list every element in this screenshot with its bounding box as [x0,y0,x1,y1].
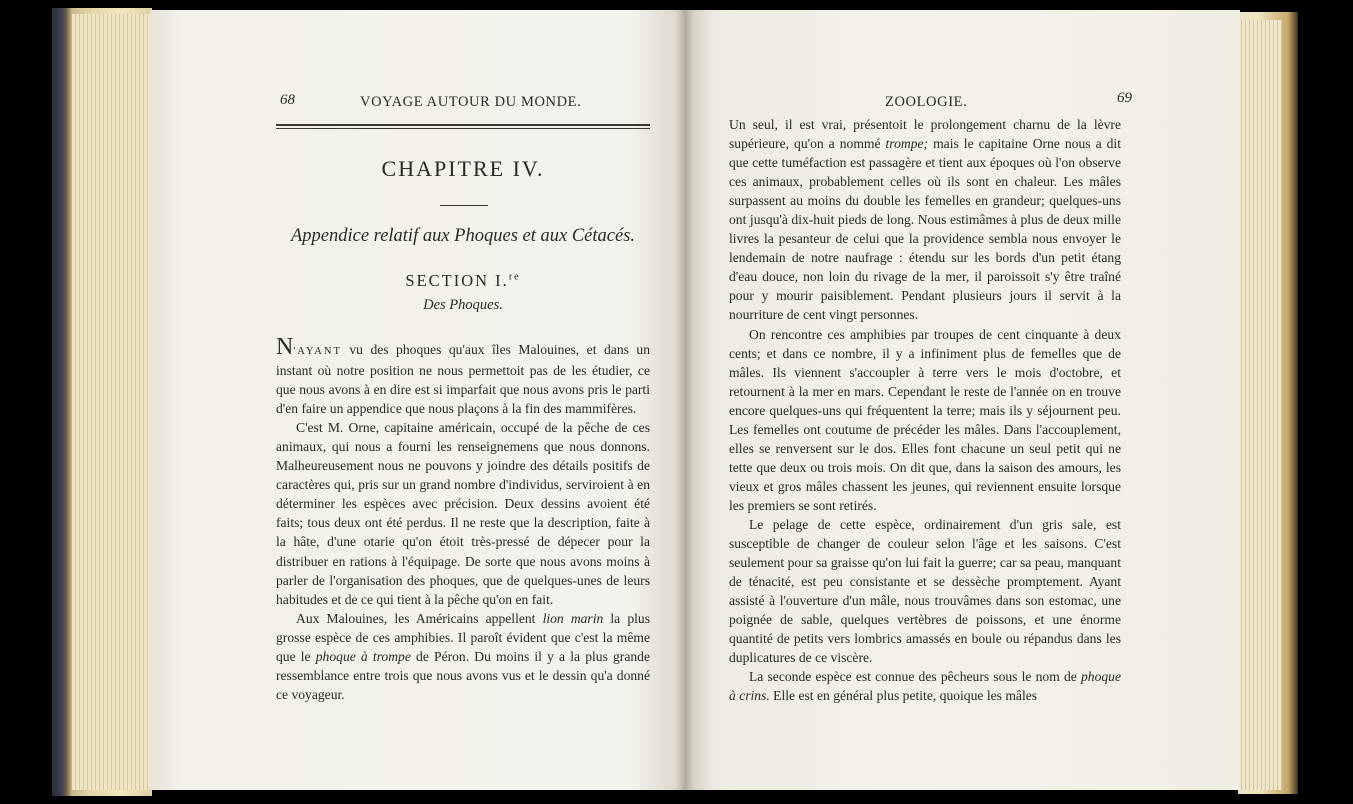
paragraph [729,115,1121,325]
right-page [685,10,1240,790]
page-edges-right [1238,20,1282,790]
paragraph-text: la plus grosse espèce de ces amphibies. Il paroît évident que c'est la même que le [276,610,650,664]
italic-term: lion marin [542,610,604,626]
paragraph-text: Aux Malouines, les Américains appellent [296,610,543,626]
section-label: SECTION I. [405,271,509,290]
paragraph-text: Un seul, il est vrai, présentoit le prolongement charnu de la lèvre supérieure, qu'on a nommé [729,117,1121,152]
chapter-subtitle: Appendice relatif aux Phoques et aux Cétacés. [290,226,636,246]
italic-term: phoque à trompe [315,648,411,664]
drop-cap: N [276,334,294,360]
paragraph-text: La seconde espèce est connue des pêcheurs sous le nom de [749,669,1081,685]
italic-term: trompe; [885,136,929,152]
paragraph-text: de Péron. Du moins il y a la plus grande ressemblance entre trois que nous avons vus et le dessin qu'a donné ce voyageur. [276,648,650,702]
paragraph: On rencontre ces amphibies par troupes de cent cinquante à deux cents; et dans ce nombre, il y a infiniment plus de femelles que de mâles. Ils viennent s'accoupler à terre vers le mois d'octobre, et retournent à la mer en mars. Cependant le reste de l'année on en trouve encore quelques-uns qui fréquentent la terre; mais ils y séjournent peu. Les femelles ont coutume de précéder les mâles. Dans l'accouplement, elles se renversent sur le dos. Elles font chacune un seul petit qui ne tette que deux ou trois mois. On dit que, dans la saison des amours, les vieux et gros mâles chassent les jeunes, qui reviennent ensuite lorsque les premiers se sont retirés. [729,326,1121,513]
book-gutter [676,10,694,790]
chapter-rule [440,205,488,206]
left-body-text [276,334,650,704]
paragraph-text: mais le capitaine Orne nous a dit que cette tuméfaction est passagère et tient aux époques où l'on observe ces animaux, probablement celles où ils sont en chaleur. Les mâles surpassent au moins du double les femelles en grandeur; quelques-uns ont jusqu'à dix-huit pieds de long. Nous estimâmes à plus de deux mille livres la pesanteur de celui que la providence sembla nous envoyer le lendemain de notre naufrage : étendu sur les bords d'un petit étang d'eau douce, non loin du rivage de la mer, il paroissoit s'y être traîné pour y mourir paisiblement. Pendant plusieurs jours il servit à la nourriture de cent vingt personnes. [729,136,1121,323]
page-edges-left [72,14,152,790]
smallcaps-word: 'AYANT [293,346,342,357]
double-rule [276,124,650,129]
paragraph [729,667,1121,705]
paragraph-text: vu des phoques qu'aux îles Malouines, et dans un instant où notre position ne nous permettoit pas de les étudier, ce que nous avons à en dire est si imparfait que nous avons pris le parti d'en faire un appendice que nous plaçons à la fin des mammifères. [276,342,650,417]
left-page [150,10,685,790]
running-head: ZOOLOGIE. [885,94,968,110]
paragraph [276,609,650,704]
chapter-title: CHAPITRE IV. [381,156,545,181]
paragraph: C'est M. Orne, capitaine américain, occupé de la pêche de ces animaux, qui nous a fourni les renseignemens que nous donnons. Malheureusement nous ne pouvons y joindre des détails positifs de caractères qui, pris sur un grand nombre d'individus, serviroient à en déterminer les espèces avec précision. Deux dessins avoient été faits; tous deux ont été perdus. Il ne reste que la description, faite à la hâte, d'une otarie qu'on étoit très-pressé de dépecer pour la distribuer en rations à l'équipage. De sorte que nous avons moins à parler de l'organisation des phoques, que de quelques-unes de leurs habitudes et de ce qui tient à la pêche qu'on en fait. [276,420,650,607]
paragraph [276,334,650,418]
running-head: VOYAGE AUTOUR DU MONDE. [360,94,582,110]
right-body-text [729,115,1121,705]
paragraph-text: Elle est en général plus petite, quoique les mâles [769,688,1038,704]
section-sup: re [508,271,521,283]
page-number: 69 [1117,90,1132,106]
page-number: 68 [280,92,295,108]
paragraph: Le pelage de cette espèce, ordinairement d'un gris sale, est susceptible de changer de couleur selon l'âge et les saisons. C'est seulement pour sa graisse qu'on lui fait la guerre; car sa peau, manquant de ténacité, est peu consistante et se dessèche promptement. Ayant assisté à l'ouverture d'un mâle, nous trouvâmes dans son estomac, une poignée de sable, quelques vertèbres de poissons, et une énorme quantité de petits vers lombrics amassés en boule ou répandus dans les duplicatures de ce viscère. [729,516,1121,666]
section-subtitle: Des Phoques. [423,297,503,313]
section-title [276,271,650,291]
italic-term: phoque à crins. [729,669,1121,704]
